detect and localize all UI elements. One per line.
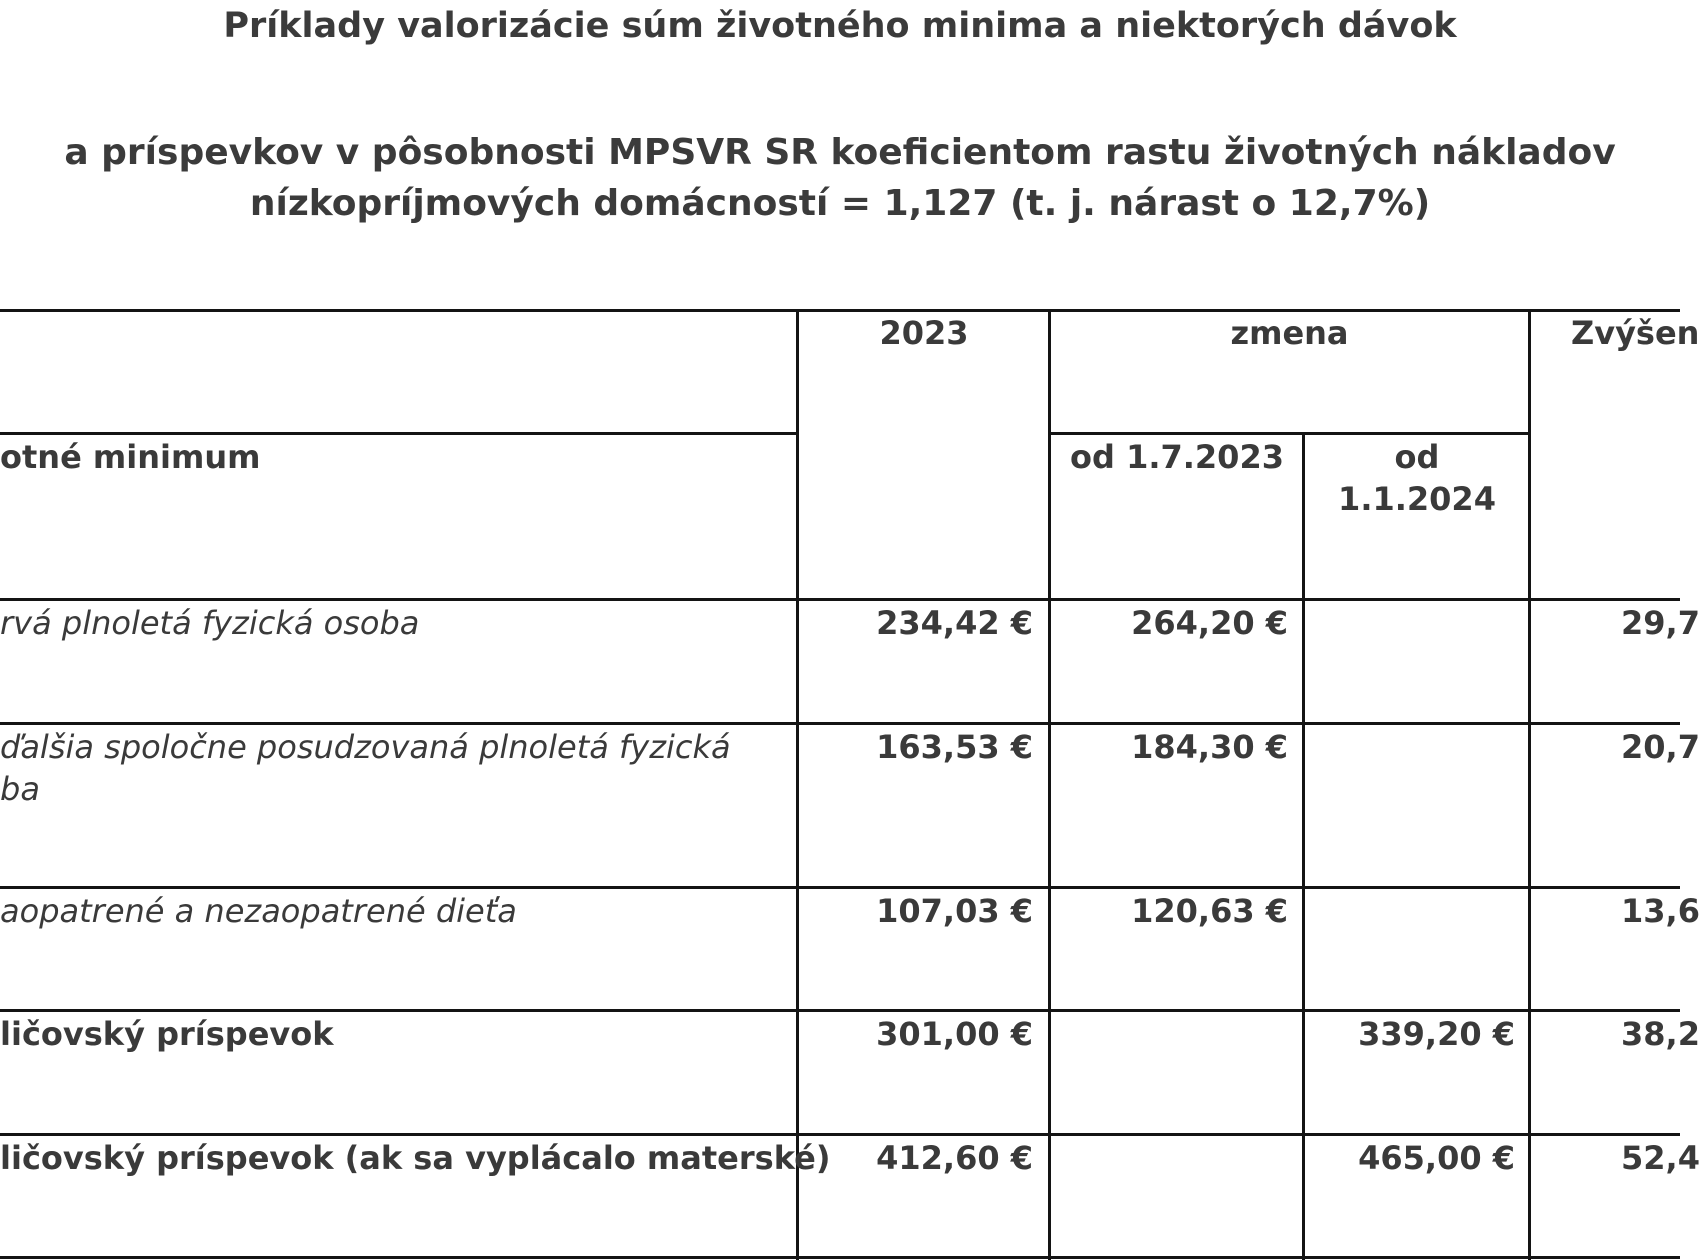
row-5-2023: 412,60 €	[876, 1139, 1033, 1177]
header-2023: 2023	[879, 314, 969, 352]
row-4-label: ličovský príspevok	[0, 1015, 334, 1053]
row-3-2023: 107,03 €	[876, 892, 1033, 930]
grid-line-top	[0, 309, 1680, 312]
title-line-1: Príklady valorizácie súm životného minima a niektorých dávok	[223, 6, 1457, 46]
header-from-july: od 1.7.2023	[1070, 438, 1284, 476]
header-zmena: zmena	[1230, 314, 1349, 352]
grid-line-header-mid-change	[1049, 432, 1530, 435]
row-2-label-cont: ba	[0, 770, 40, 808]
row-2-label: ďalšia spoločne posudzovaná plnoletá fyzická	[0, 728, 731, 766]
section-label: otné minimum	[0, 438, 261, 476]
row-3-increase: 13,6	[1621, 892, 1700, 930]
header-zvysenie: Zvýšen	[1571, 314, 1700, 352]
grid-line-row-5	[0, 1133, 1680, 1136]
row-4-increase: 38,2	[1621, 1015, 1700, 1053]
row-4-2023: 301,00 €	[876, 1015, 1033, 1053]
header-from-jan-line1: od	[1394, 438, 1440, 476]
row-1-increase: 29,7	[1621, 604, 1700, 642]
row-3-jul: 120,63 €	[1131, 892, 1288, 930]
header-from-jan-line2: 1.1.2024	[1338, 480, 1496, 518]
row-1-jul: 264,20 €	[1131, 604, 1288, 642]
row-5-label: ličovský príspevok (ak sa vyplácalo materské)	[0, 1139, 831, 1177]
title-line-3: nízkopríjmových domácností = 1,127 (t. j. nárast o 12,7%)	[249, 183, 1431, 224]
row-3-label: aopatrené a nezaopatrené dieťa	[0, 892, 517, 930]
row-2-2023: 163,53 €	[876, 728, 1033, 766]
row-1-2023: 234,42 €	[876, 604, 1033, 642]
grid-line-row-3	[0, 886, 1680, 889]
grid-line-row-4	[0, 1009, 1680, 1012]
row-2-increase: 20,7	[1621, 728, 1700, 766]
grid-line-header-mid-left	[0, 432, 798, 435]
grid-line-bottom	[0, 1256, 1680, 1259]
grid-line-row-1	[0, 598, 1680, 601]
row-1-label: rvá plnoletá fyzická osoba	[0, 604, 420, 642]
title-line-2: a príspevkov v pôsobnosti MPSVR SR koeficientom rastu životných nákladov	[64, 132, 1616, 173]
row-5-increase: 52,4	[1621, 1139, 1700, 1177]
row-4-jan: 339,20 €	[1358, 1015, 1515, 1053]
row-5-jan: 465,00 €	[1358, 1139, 1515, 1177]
grid-col-jan	[1302, 432, 1305, 1260]
row-2-jul: 184,30 €	[1131, 728, 1288, 766]
grid-line-row-2	[0, 722, 1680, 725]
grid-col-year	[796, 309, 799, 1260]
